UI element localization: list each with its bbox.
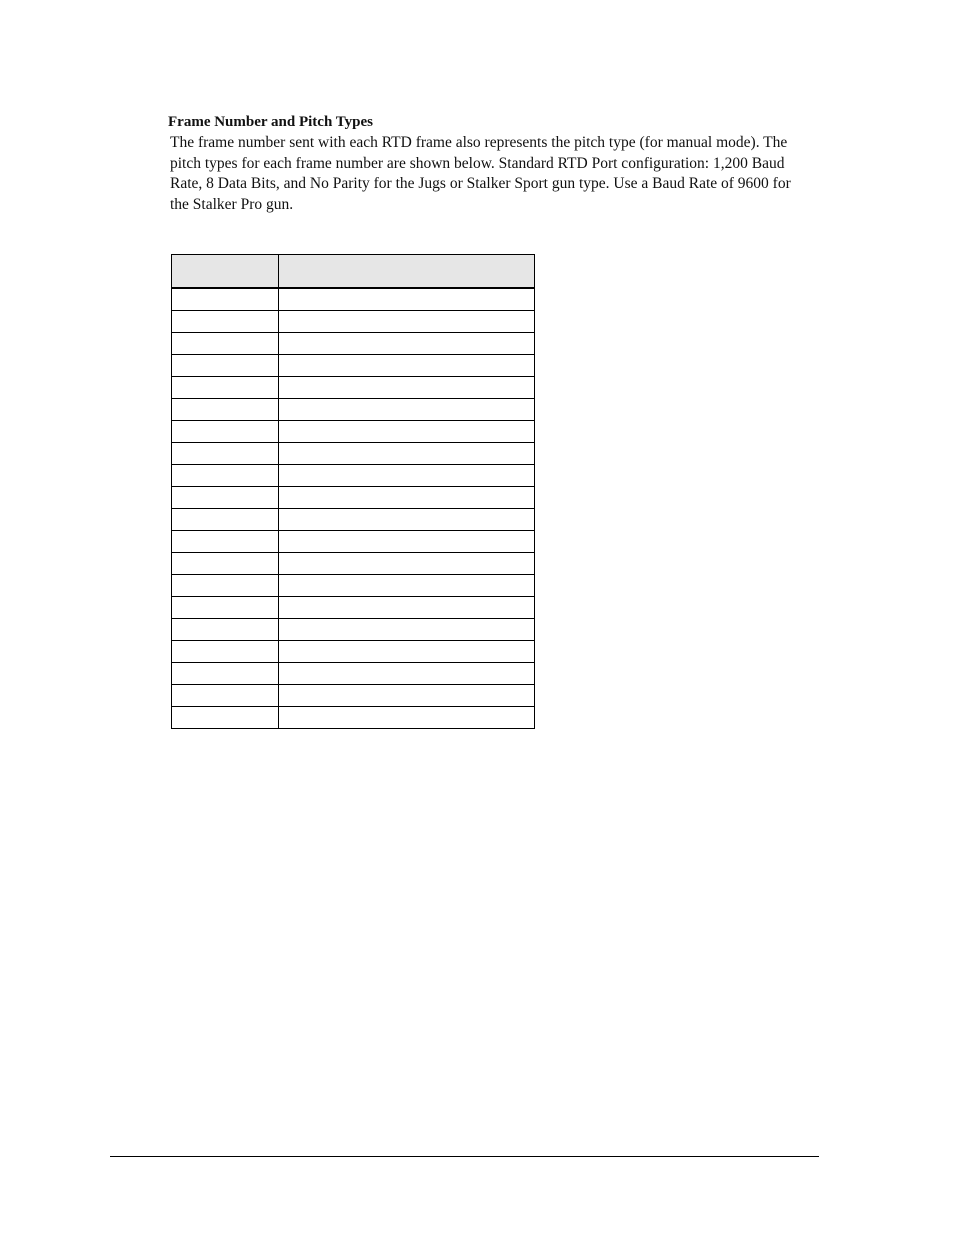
pitch-type-cell [279,288,535,311]
frame-number-cell [172,509,279,531]
table-row [172,509,535,531]
pitch-type-cell [279,575,535,597]
pitch-type-cell [279,707,535,729]
pitch-type-cell [279,311,535,333]
frame-number-cell [172,487,279,509]
table-row [172,421,535,443]
pitch-type-cell [279,421,535,443]
pitch-type-cell [279,685,535,707]
frame-number-cell [172,531,279,553]
table-row [172,377,535,399]
pitch-type-cell [279,333,535,355]
frame-number-cell [172,707,279,729]
table-row [172,685,535,707]
pitch-type-cell [279,531,535,553]
frame-number-cell [172,333,279,355]
table-row [172,288,535,311]
pitch-type-cell [279,355,535,377]
section-paragraph: The frame number sent with each RTD frame also represents the pitch type (for manual mode). The pitch types for each frame number are shown below. Standard RTD Port configuration: 1,200 Baud Rate, 8 Data Bits, and No Parity for the Jugs or Stalker Sport gun type. Use a Baud Rate of 9600 for the Stalker Pro gun. [170,134,791,213]
table-row [172,641,535,663]
table-row [172,575,535,597]
frame-number-cell [172,443,279,465]
frame-number-cell [172,597,279,619]
table-row [172,531,535,553]
pitch-type-cell [279,597,535,619]
table-row [172,355,535,377]
table-row [172,553,535,575]
table-row [172,663,535,685]
footer-divider [110,1156,819,1157]
frame-number-cell [172,311,279,333]
section-heading: Frame Number and Pitch Types [168,114,373,130]
table-row [172,443,535,465]
frame-number-cell [172,288,279,311]
frame-number-cell [172,355,279,377]
frame-number-cell [172,553,279,575]
frame-pitch-table [171,254,535,729]
pitch-type-cell [279,663,535,685]
table-row [172,311,535,333]
pitch-type-cell [279,641,535,663]
table-row [172,597,535,619]
frame-number-cell [172,465,279,487]
pitch-type-cell [279,399,535,421]
frame-number-cell [172,641,279,663]
pitch-type-cell [279,509,535,531]
pitch-type-cell [279,553,535,575]
frame-number-cell [172,421,279,443]
table-row [172,487,535,509]
pitch-type-cell [279,377,535,399]
frame-number-cell [172,663,279,685]
table-row [172,465,535,487]
frame-number-cell [172,399,279,421]
header-pitch-type [279,255,535,289]
pitch-type-cell [279,443,535,465]
pitch-type-cell [279,465,535,487]
table-row [172,707,535,729]
frame-number-cell [172,685,279,707]
table-row [172,333,535,355]
frame-number-cell [172,377,279,399]
table-header-row [172,255,535,289]
frame-number-cell [172,575,279,597]
table-row [172,399,535,421]
pitch-type-cell [279,487,535,509]
table-row [172,619,535,641]
pitch-type-cell [279,619,535,641]
frame-number-cell [172,619,279,641]
header-frame-number [172,255,279,289]
